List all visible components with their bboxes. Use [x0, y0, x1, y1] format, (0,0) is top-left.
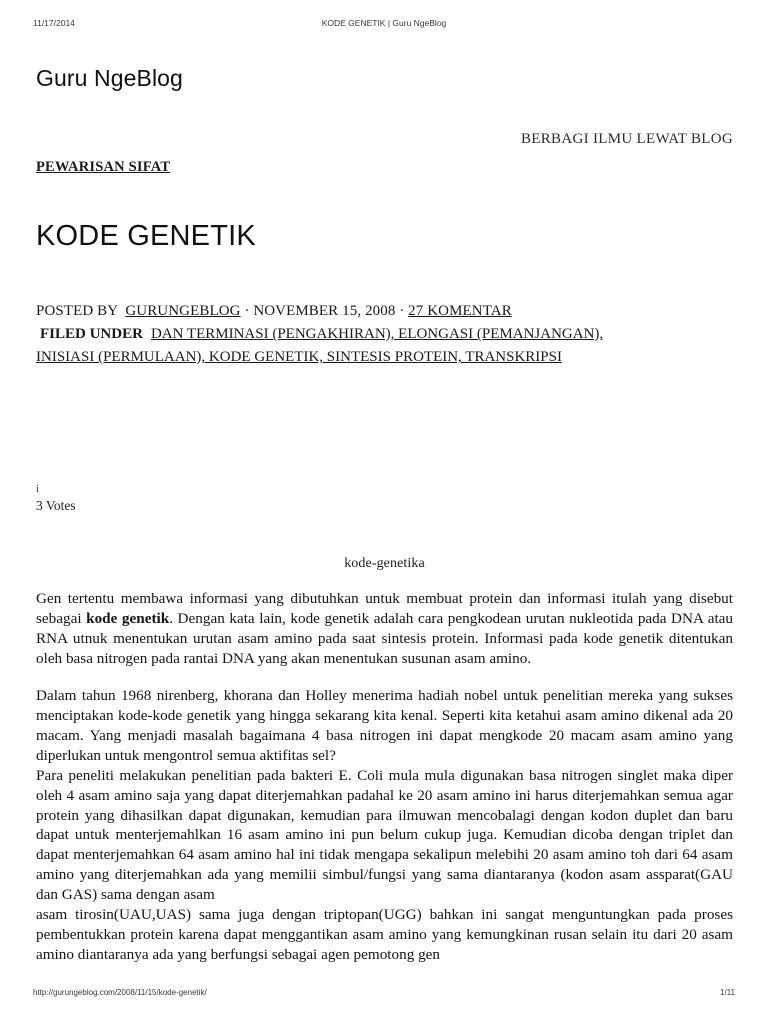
print-footer [0, 988, 768, 1002]
rating-votes-count: 3 Votes [36, 497, 76, 513]
filed-under-tags-line-2[interactable]: INISIASI (PERMULAAN), KODE GENETIK, SINTESIS PROTEIN, TRANSKRIPSI [36, 349, 562, 366]
post-meta [36, 253, 733, 321]
post-paragraph-4: asam tirosin(UAU,UAS) sama juga dengan triptopan(UGG) bahkan ini sangat menguntungkan pada proses pembentukkan protein karena dapat menggantikan asam amino yang kemungkinan rusan selain itu dari 20 asam amino diantaranya ada yang berfungsi sebagai agen pemotong gen [36, 906, 733, 963]
site-tagline: BERBAGI ILMU LEWAT BLOG [520, 131, 733, 148]
post-paragraph-3: Para peneliti melakukan penelitian pada bakteri E. Coli mula mula digunakan basa nitrogen singlet maka diper oleh 4 asam amino saja yang dapat diterjemahkan padahal ke 20 asam amino ini harus diterjemahkan semua agar protein yang dihasilkan dapat digunakan, kemudian para ilmuwan mencobalagi dengan kodon duplet dan baru dapat untuk menterjemahlkan 16 asam amino ini pun belum cukup juga. Kemudian dicoba dengan triplet dan dapat menterjemahkan 64 asam amino hal ini tidak mengapa sekalipun melebihi 20 asam amino toh dari 64 asam amino yang diterjemahkan ada yang memilii simbul/fungsi yang sama diantaranya (kodon asam assparat(GAU dan GAS) sama dengan asam [36, 766, 733, 904]
figure-caption: kode-genetika [344, 556, 425, 572]
paragraph-1-part-b: . Dengan kata lain, kode genetik adalah cara pengkodean urutan nukleotida pada DNA atau RNA utnuk menentukan urutan asam amino pada saat sintesis protein. Informasi pada kode genetik ditentukan oleh basa nitrogen pada rantai DNA yang akan menentukan susunan asam amino. [36, 610, 733, 668]
rating-info-icon[interactable]: i [36, 483, 40, 496]
filed-under-row [36, 321, 733, 344]
site-title[interactable]: Guru NgeBlog [36, 65, 183, 91]
site-nav [36, 148, 733, 176]
nav-item-pewarisan-sifat[interactable]: PEWARISAN SIFAT [36, 158, 171, 175]
meta-separator-1: · [244, 303, 250, 320]
post-paragraph-1 [36, 572, 733, 669]
post-comments-link[interactable]: 27 KOMENTAR [408, 303, 512, 320]
post-rating [36, 367, 733, 516]
filed-under-label: FILED UNDER [40, 326, 143, 343]
filed-under-row-2 [36, 344, 733, 367]
post-title: KODE GENETIK [36, 219, 256, 252]
content-column [36, 0, 733, 965]
paragraph-1-part-a: Gen tertentu membawa informasi yang dibutuhkan untuk membuat protein dan informasi itulah yang disebut sebagai [36, 590, 733, 628]
post-paragraph-2: Dalam tahun 1968 nirenberg, khorana dan Holley menerima hadiah nobel untuk penelitian mereka yang sukses menciptakan kode-kode genetik yang hingga sekarang kita kenal. Seperti kita ketahui asam amino dikenal ada 20 macam. Yang menjadi masalah bagaimana 4 basa nitrogen ini dapat mengkode 20 macam asam amino yang diperlukan untuk mengontrol semua aktifitas sel? [36, 687, 733, 764]
post-date: NOVEMBER 15, 2008 [253, 303, 396, 320]
post-author-link[interactable]: GURUNGEBLOG [125, 303, 241, 320]
print-footer-page-number: 1/11 [720, 988, 735, 997]
paragraph-1-bold-term: kode genetik [86, 610, 170, 628]
print-header-title: KODE GENETIK | Guru NgeBlog [321, 18, 447, 28]
meta-separator-2: · [399, 303, 405, 320]
filed-under-tags-line-1[interactable]: DAN TERMINASI (PENGAKHIRAN), ELONGASI (PEMANJANGAN), [150, 326, 604, 343]
print-header-date: 11/17/2014 [33, 18, 75, 28]
print-footer-url: http://gurungeblog.com/2008/11/15/kode-genetik/ [33, 988, 207, 997]
posted-by-label: POSTED BY [36, 303, 118, 320]
